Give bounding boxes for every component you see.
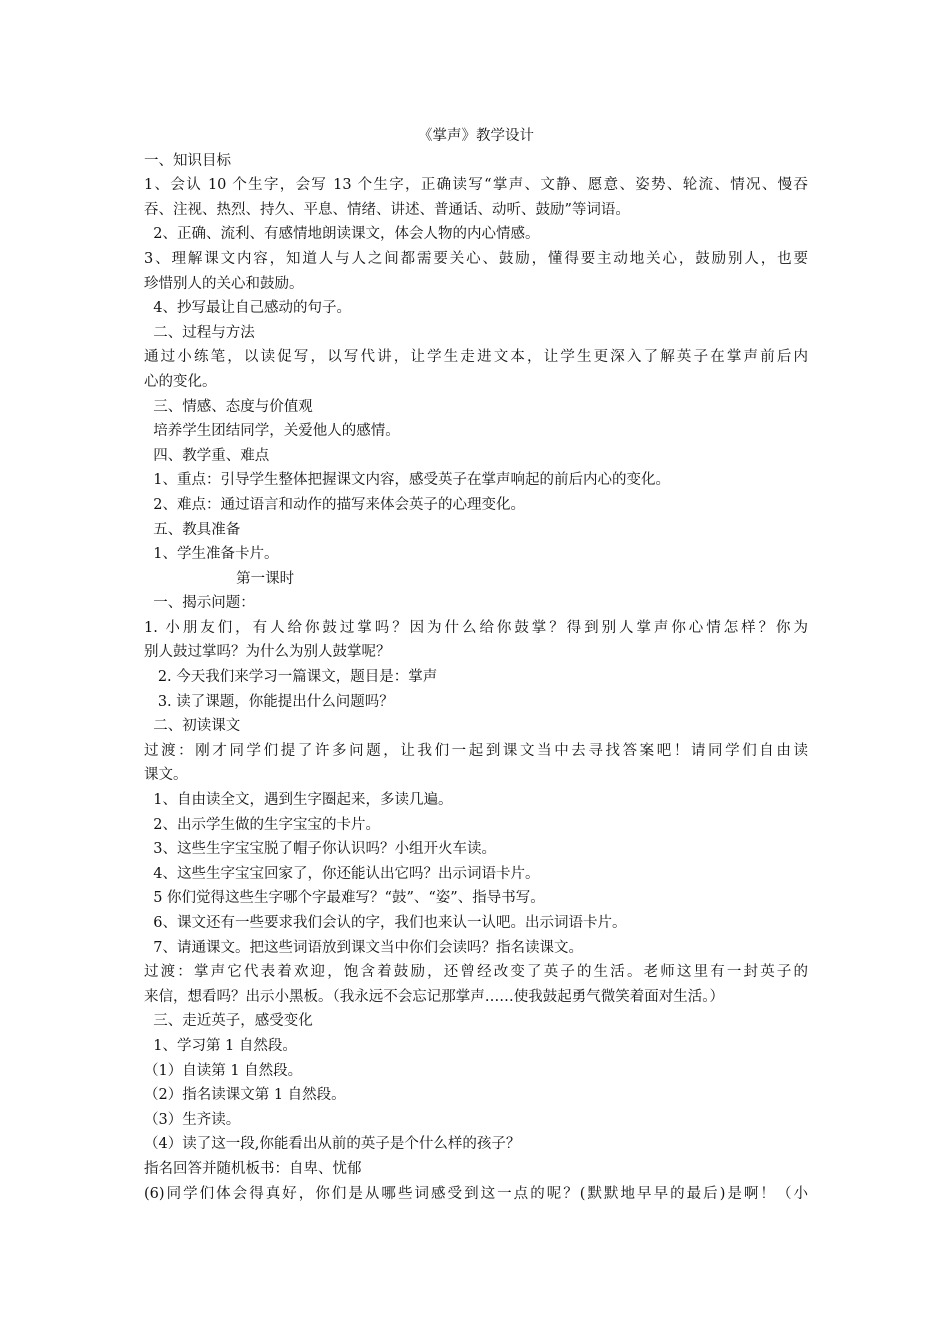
text-line: (6)同学们体会得真好，你们是从哪些词感受到这一点的呢？(默默地早早的最后)是啊！（小 bbox=[144, 1185, 808, 1202]
text-line: 来信，想看吗？出示小黑板。（我永远不会忘记那掌声……使我鼓起勇气微笑着面对生活。） bbox=[144, 988, 724, 1005]
text-line: 2、正确、流利、有感情地朗读课文，体会人物的内心情感。 bbox=[144, 226, 540, 243]
text-line: 2、出示学生做的生字宝宝的卡片。 bbox=[144, 816, 380, 833]
text-line: 1. 小朋友们，有人给你鼓过掌吗？因为什么给你鼓掌？得到别人掌声你心情怎样？你为 bbox=[144, 619, 808, 636]
text-line: 三、情感、态度与价值观 bbox=[144, 398, 313, 415]
text-line: 吞、注视、热烈、持久、平息、情绪、讲述、普通话、动听、鼓励”等词语。 bbox=[144, 201, 630, 218]
text-line: 过渡：掌声它代表着欢迎，饱含着鼓励，还曾经改变了英子的生活。老师这里有一封英子的 bbox=[144, 964, 808, 981]
text-line: 四、教学重、难点 bbox=[144, 447, 270, 464]
text-line: （4）读了这一段,你能看出从前的英子是个什么样的孩子？ bbox=[144, 1136, 521, 1153]
document-body bbox=[144, 124, 808, 1206]
text-line: （2）指名读课文第 1 自然段。 bbox=[144, 1087, 346, 1104]
text-line: 别人鼓过掌吗？为什么为别人鼓掌呢？ bbox=[144, 644, 391, 661]
text-line: 4、抄写最让自己感动的句子。 bbox=[144, 300, 351, 317]
text-line: 课文。 bbox=[144, 767, 188, 784]
text-line: 培养学生团结同学，关爱他人的感情。 bbox=[144, 423, 400, 440]
text-line: 一、知识目标 bbox=[144, 152, 231, 169]
text-line: 1、会认 10 个生字，会写 13 个生字，正确读写“掌声、文静、愿意、姿势、轮流、情况、慢吞 bbox=[144, 177, 808, 194]
text-line: 通过小练笔，以读促写，以写代讲，让学生走进文本，让学生更深入了解英子在掌声前后内 bbox=[144, 349, 808, 366]
text-line: 4、这些生字宝宝回家了，你还能认出它吗？出示词语卡片。 bbox=[144, 865, 540, 882]
text-line: 一、揭示问题： bbox=[144, 595, 255, 612]
text-line: 2. 今天我们来学习一篇课文，题目是：掌声 bbox=[144, 669, 438, 686]
text-line: 珍惜别人的关心和鼓励。 bbox=[144, 275, 304, 292]
text-line: 3、理解课文内容，知道人与人之间都需要关心、鼓励，懂得要主动地关心，鼓励别人，也要 bbox=[144, 250, 808, 267]
text-line: 指名回答并随机板书：自卑、忧郁 bbox=[144, 1160, 362, 1177]
text-line: 过渡：刚才同学们提了许多问题，让我们一起到课文当中去寻找答案吧！请同学们自由读 bbox=[144, 742, 808, 759]
text-line: 1、学生准备卡片。 bbox=[144, 546, 279, 563]
text-line: 3. 读了课题，你能提出什么问题吗？ bbox=[144, 693, 394, 710]
text-line: 三、走近英子，感受变化 bbox=[144, 1013, 313, 1030]
text-line: 7、请通课文。把这些词语放到课文当中你们会读吗？指名读课文。 bbox=[144, 939, 583, 956]
document-title: 《掌声》教学设计 bbox=[418, 128, 534, 144]
text-line: 2、难点：通过语言和动作的描写来体会英子的心理变化。 bbox=[144, 496, 525, 513]
text-line: 6、课文还有一些要求我们会认的字，我们也来认一认吧。出示词语卡片。 bbox=[144, 915, 627, 931]
text-line: 第一课时 bbox=[144, 570, 295, 587]
text-line: 5 你们觉得这些生字哪个字最难写？“鼓”、“姿”、指导书写。 bbox=[144, 890, 545, 907]
text-line: 心的变化。 bbox=[144, 373, 217, 390]
text-line: （3）生齐读。 bbox=[144, 1111, 241, 1128]
text-line: 3、这些生字宝宝脱了帽子你认识吗？小组开火车读。 bbox=[144, 841, 496, 858]
text-line: 1、学习第 1 自然段。 bbox=[144, 1037, 297, 1054]
text-line: （1）自读第 1 自然段。 bbox=[144, 1062, 303, 1079]
text-line: 二、初读课文 bbox=[144, 718, 241, 735]
text-line: 1、重点：引导学生整体把握课文内容，感受英子在掌声响起的前后内心的变化。 bbox=[144, 472, 670, 489]
text-line: 二、过程与方法 bbox=[144, 324, 255, 341]
text-line: 1、自由读全文，遇到生字圈起来，多读几遍。 bbox=[144, 792, 453, 809]
text-line: 五、教具准备 bbox=[144, 521, 241, 538]
